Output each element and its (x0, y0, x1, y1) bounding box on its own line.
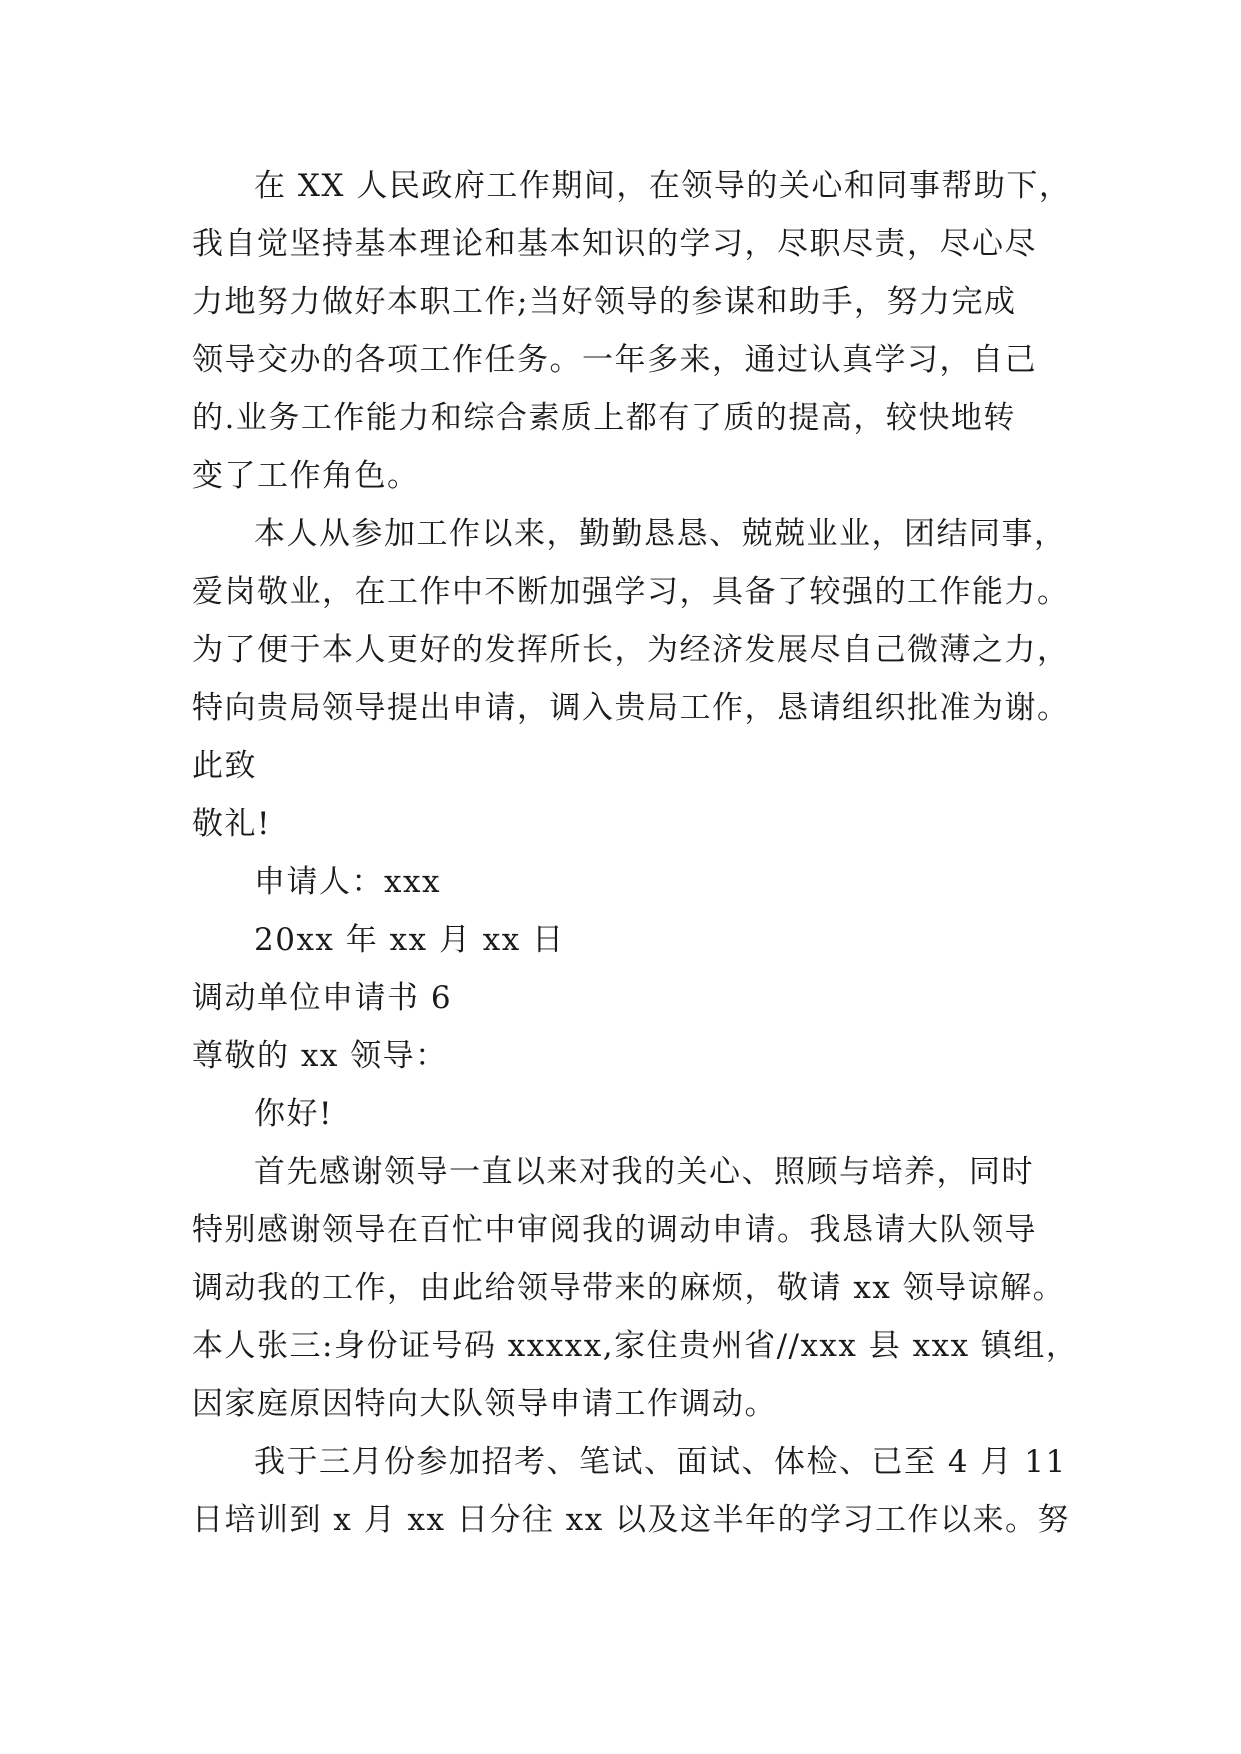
text-line: 我自觉坚持基本理论和基本知识的学习，尽职尽责，尽心尽 (192, 226, 1037, 262)
text-line: 申请人：xxx (254, 864, 441, 900)
text-line: 我于三月份参加招考、笔试、面试、体检、已至 4 月 11 (254, 1444, 1067, 1480)
document-body (192, 157, 1079, 1549)
text-line: 20xx 年 xx 月 xx 日 (254, 922, 565, 958)
text-line: 你好! (254, 1096, 333, 1132)
text-line: 为了便于本人更好的发挥所长，为经济发展尽自己微薄之力， (192, 632, 1070, 668)
text-line: 的.业务工作能力和综合素质上都有了质的提高，较快地转 (192, 400, 1016, 436)
text-line: 调动单位申请书 6 (192, 980, 453, 1016)
text-line: 本人张三:身份证号码 xxxxx,家住贵州省//xxx 县 xxx 镇组， (192, 1328, 1079, 1364)
text-line: 爱岗敬业，在工作中不断加强学习，具备了较强的工作能力。 (192, 574, 1070, 610)
text-line: 特别感谢领导在百忙中审阅我的调动申请。我恳请大队领导 (192, 1212, 1037, 1248)
text-line: 变了工作角色。 (192, 458, 420, 494)
text-line: 首先感谢领导一直以来对我的关心、照顾与培养，同时 (254, 1154, 1034, 1190)
text-line: 日培训到 x 月 xx 日分往 xx 以及这半年的学习工作以来。努 (192, 1502, 1071, 1538)
text-line: 力地努力做好本职工作;当好领导的参谋和助手，努力完成 (192, 284, 1017, 320)
text-line: 本人从参加工作以来，勤勤恳恳、兢兢业业，团结同事， (254, 516, 1067, 552)
text-line: 敬礼! (192, 806, 271, 842)
text-line: 领导交办的各项工作任务。一年多来，通过认真学习，自己 (192, 342, 1037, 378)
text-line: 特向贵局领导提出申请，调入贵局工作，恳请组织批准为谢。 (192, 690, 1070, 726)
text-line: 在 XX 人民政府工作期间，在领导的关心和同事帮助下， (254, 168, 1072, 204)
text-line: 此致 (192, 748, 257, 784)
text-line: 尊敬的 xx 领导： (192, 1038, 448, 1074)
text-line: 因家庭原因特向大队领导申请工作调动。 (192, 1386, 777, 1422)
text-line: 调动我的工作，由此给领导带来的麻烦，敬请 xx 领导谅解。 (192, 1270, 1066, 1306)
